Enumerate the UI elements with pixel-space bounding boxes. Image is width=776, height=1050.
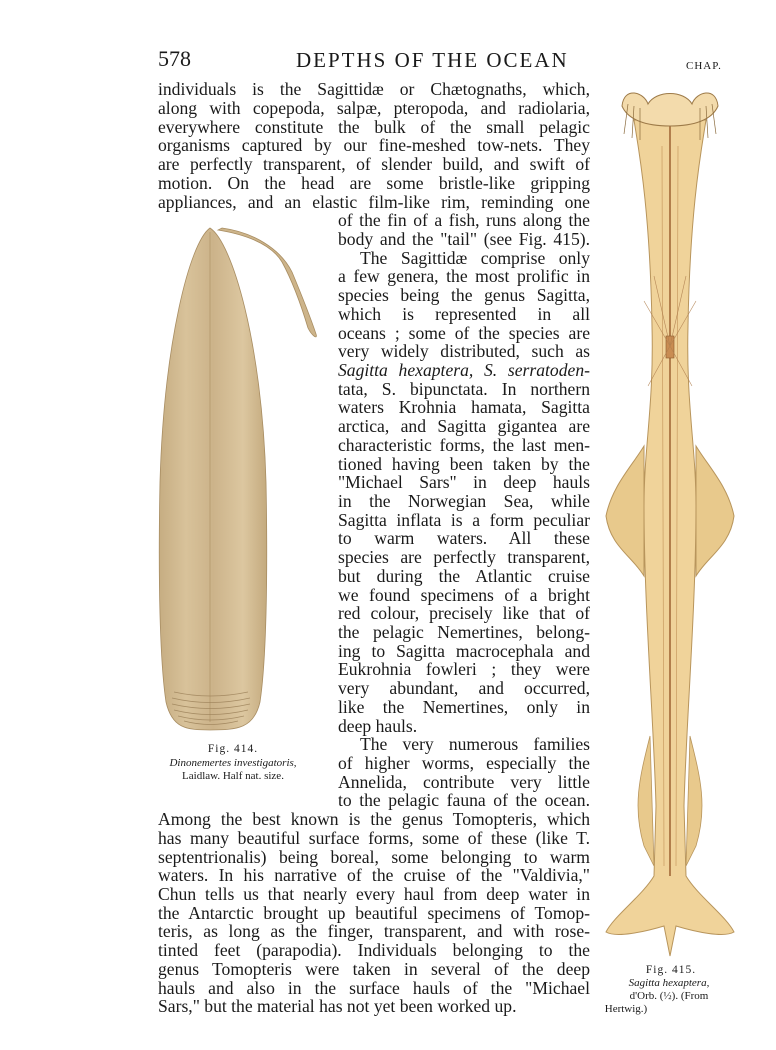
text-line: The very numerous families [360,734,590,754]
text-line: Sagitta hexaptera, S. serratoden- [338,360,590,380]
text-line: deep hauls. [338,716,418,736]
text-line: oceans ; some of the species are [338,323,590,343]
text-line: Eukrohnia fowleri ; they were [338,659,590,679]
text-line: the Antarctic brought up beautiful specimens of Tomop- [158,903,590,923]
text-line: species being the genus Sagitta, [338,285,590,305]
figure-414-species: Dinonemertes investigatoris, [169,757,297,769]
text-line: the pelagic Nemertines, belong- [338,622,590,642]
figure-415-number: Fig. 415. [645,964,697,976]
text-line: along with copepoda, salpæ, pteropoda, and radiolaria, [158,98,590,118]
text-line: to the pelagic fauna of the ocean. [338,790,590,810]
text-line: Chun tells us that nearly every haul from deep water in [158,884,590,904]
text-line: teris, as long as the finger, transparent, and with rose- [158,921,590,941]
text-line: red colour, precisely like that of [338,603,590,623]
text-line: hauls and also in the surface hauls of the "Michael [158,978,590,998]
text-line: in the Norwegian Sea, while [338,491,590,511]
page-number: 578 [158,46,191,71]
figure-414-credit: Laidlaw. Half nat. size. [182,770,284,782]
figure-415-credit-cont: Hertwig.) [604,1003,648,1015]
text-line: waters Krohnia hamata, Sagitta [338,397,590,417]
text-line: of the fin of a fish, runs along the [338,210,590,230]
text-line: tata, S. bipunctata. In northern [338,379,590,399]
text-line: appliances, and an elastic film-like rim, reminding one [158,192,590,212]
chapter-tag: CHAP. [686,60,722,72]
running-title: DEPTHS OF THE OCEAN [296,48,569,72]
text-line: organisms captured by our fine-meshed tow-nets. They [158,135,590,155]
text-line: "Michael Sars" in deep hauls [338,472,590,492]
figure-415-species: Sagitta hexaptera, [628,977,710,989]
text-line: genus Tomopteris were taken in several of the deep [158,959,590,979]
text-line: very abundant, and occurred, [338,678,590,698]
text-line: Sars," but the material has not yet been worked up. [158,996,517,1016]
text-line: Annelida, contribute very little [338,772,590,792]
text-line: species are perfectly transparent, [338,547,590,567]
text-line: motion. On the head are some bristle-like gripping [158,173,590,193]
figure-414-number: Fig. 414. [207,743,259,755]
text-line: septentrionalis) being boreal, some belonging to warm [158,847,590,867]
text-line: tioned having been taken by the [338,454,590,474]
text-line: of higher worms, especially the [338,753,590,773]
text-line: which is represented in all [338,304,590,324]
text-line: characteristic forms, the last men- [338,435,590,455]
text-line: we found specimens of a bright [338,585,590,605]
text-line: arctica, and Sagitta gigantea are [338,416,590,436]
figure-415-credit: d'Orb. (½). (From [629,990,709,1002]
text-line: like the Nemertines, only in [338,697,590,717]
text-line: very widely distributed, such as [338,341,590,361]
text-line: a few genera, the most prolific in [338,266,590,286]
text-line: has many beautiful surface forms, some of these (like T. [158,828,590,848]
text-line: tinted feet (parapodia). Individuals belonging to the [158,940,590,960]
text-line: Sagitta inflata is a form peculiar [338,510,590,530]
text-line: The Sagittidæ comprise only [360,248,590,268]
text-line: everywhere constitute the bulk of the small pelagic [158,117,590,137]
text-line: but during the Atlantic cruise [338,566,590,586]
text-line: are perfectly transparent, of slender build, and swift of [158,154,590,174]
text-line: Among the best known is the genus Tomopteris, which [158,809,590,829]
figure-415-illustration [604,86,738,958]
text-line: body and the "tail" (see Fig. 415). [338,229,590,249]
text-line: waters. In his narrative of the cruise of the "Valdivia," [158,865,590,885]
text-line: to warm waters. All these [338,528,590,548]
figure-414-illustration [152,222,324,734]
text-line: individuals is the Sagittidæ or Chætognaths, which, [158,79,590,99]
text-line: ing to Sagitta macrocephala and [338,641,590,661]
